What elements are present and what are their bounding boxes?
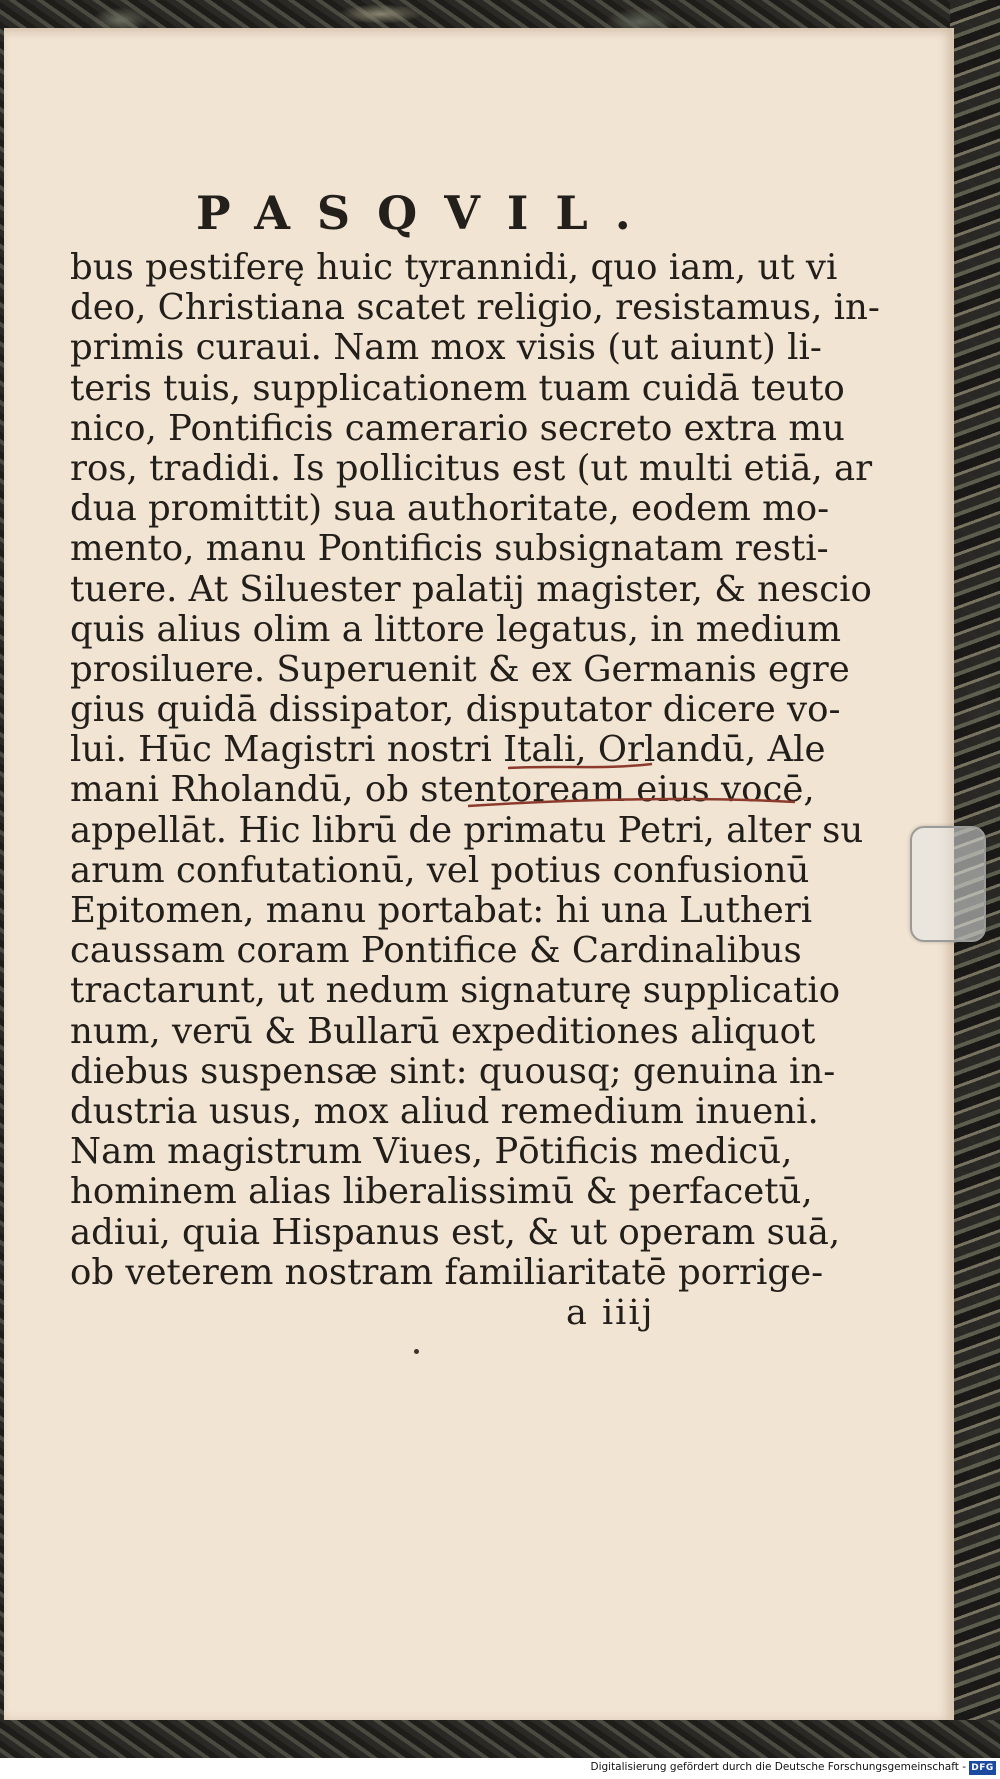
text-line: diebus suspensæ sint: quousq; genuina in- bbox=[70, 1050, 836, 1092]
text-line: num, verū & Bullarū expeditiones aliquot bbox=[70, 1010, 816, 1052]
text-line: adiui, quia Hispanus est, & ut operam suā, bbox=[70, 1211, 841, 1253]
body-text bbox=[70, 247, 880, 1293]
text-line: teris tuis, supplicationem tuam cuidā teuto bbox=[70, 367, 845, 409]
text-line: quis alius olim a littore legatus, in medium bbox=[70, 608, 841, 650]
ink-speck bbox=[414, 1349, 419, 1354]
text-line: caussam coram Pontifice & Cardinalibus bbox=[70, 930, 802, 972]
text-line: hominem alias liberalissimū & perfacetū, bbox=[70, 1171, 813, 1213]
text-line: ob veterem nostram familiaritatē porrige- bbox=[70, 1251, 824, 1293]
text-line: tuere. At Siluester palatij magister, & nescio bbox=[70, 568, 872, 610]
page-clip bbox=[910, 826, 986, 942]
text-line: gius quidā dissipator, disputator dicere vo- bbox=[70, 689, 841, 731]
text-line: Nam magistrum Viues, Pōtificis medicū, bbox=[70, 1131, 793, 1173]
text-line: dua promittit) sua authoritate, eodem mo- bbox=[70, 488, 830, 530]
text-line: dustria usus, mox aliud remedium inueni. bbox=[70, 1090, 819, 1132]
text-line: arum confutationū, vel potius confusionū bbox=[70, 849, 810, 891]
text-line: bus pestiferę huic tyrannidi, quo iam, ut vi bbox=[70, 247, 838, 288]
text-line: lui. Hūc Magistri nostri Itali, Orlandū, Ale bbox=[70, 729, 826, 771]
text-line: tractarunt, ut nedum signaturę supplicatio bbox=[70, 970, 841, 1012]
text-line: mani Rholandū, ob stentoream eius vocē, bbox=[70, 769, 815, 811]
digitization-credit: Digitalisierung gefördert durch die Deutsche Forschungsgemeinschaft - bbox=[590, 1761, 966, 1773]
text-line: mento, manu Pontificis subsignatam resti- bbox=[70, 528, 829, 570]
text-line: prosiluere. Superuenit & ex Germanis egre bbox=[70, 648, 850, 690]
text-line: primis curaui. Nam mox visis (ut aiunt) li- bbox=[70, 327, 822, 369]
text-line: ros, tradidi. Is pollicitus est (ut multi etiā, ar bbox=[70, 447, 873, 489]
dfg-logo: DFG bbox=[969, 1761, 996, 1775]
text-line: deo, Christiana scatet religio, resistamus, in- bbox=[70, 287, 880, 329]
signature-mark: a iiij bbox=[566, 1293, 655, 1333]
running-head: PASQVIL. bbox=[196, 186, 658, 240]
text-line: Epitomen, manu portabat: hi una Lutheri bbox=[70, 890, 813, 931]
text-line: nico, Pontificis camerario secreto extra mu bbox=[70, 407, 845, 449]
text-line: appellāt. Hic librū de primatu Petri, alter su bbox=[70, 809, 864, 851]
